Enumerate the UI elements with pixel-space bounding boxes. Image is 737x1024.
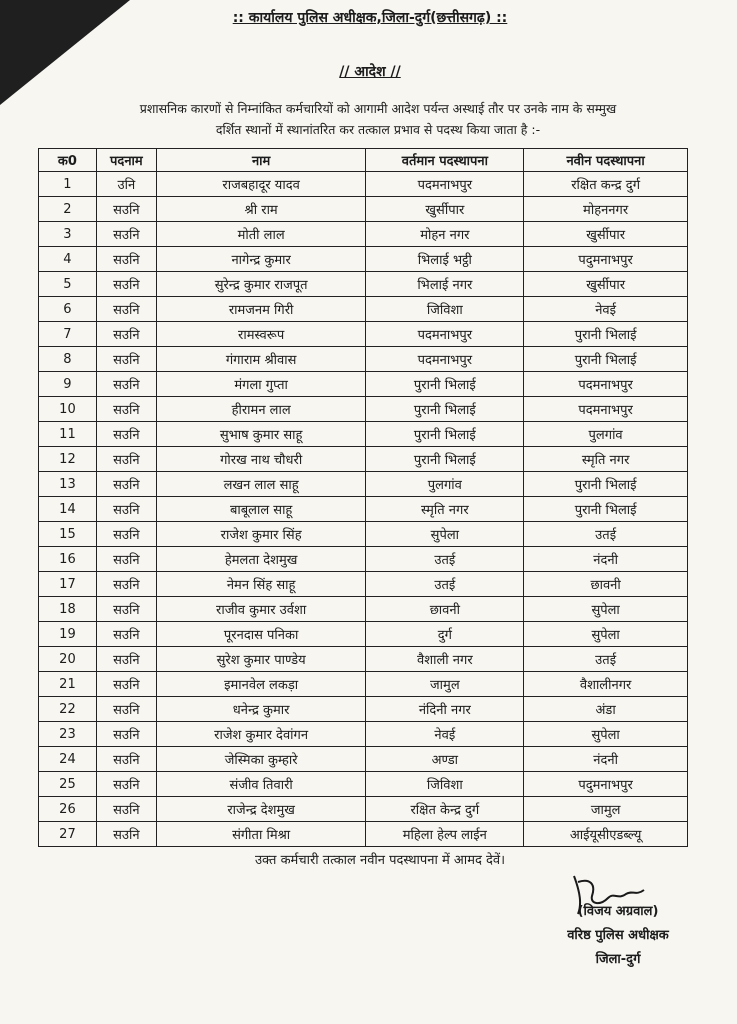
- table-row: [39, 547, 688, 572]
- table-row: [39, 222, 688, 247]
- cell-name: राजीव कुमार उर्वशा: [156, 597, 366, 622]
- cell-serial: 12: [39, 447, 97, 472]
- header-serial: क0: [39, 149, 97, 172]
- cell-rank: सउनि: [96, 447, 156, 472]
- cell-serial: 20: [39, 647, 97, 672]
- cell-name: लखन लाल साहू: [156, 472, 366, 497]
- cell-current-posting: पदमनाभपुर: [366, 172, 524, 197]
- cell-new-posting: स्मृति नगर: [524, 447, 688, 472]
- cell-name: जेस्मिका कुम्हारे: [156, 747, 366, 772]
- cell-current-posting: अण्डा: [366, 747, 524, 772]
- table-row: [39, 372, 688, 397]
- cell-serial: 10: [39, 397, 97, 422]
- cell-rank: सउनि: [96, 222, 156, 247]
- cell-current-posting: नेवई: [366, 722, 524, 747]
- cell-current-posting: छावनी: [366, 597, 524, 622]
- scan-shadow-corner: [0, 0, 130, 105]
- cell-serial: 23: [39, 722, 97, 747]
- cell-name: श्री राम: [156, 197, 366, 222]
- table-row: [39, 697, 688, 722]
- cell-rank: सउनि: [96, 372, 156, 397]
- cell-serial: 16: [39, 547, 97, 572]
- cell-serial: 18: [39, 597, 97, 622]
- table-row: [39, 322, 688, 347]
- cell-current-posting: जिविशा: [366, 297, 524, 322]
- cell-serial: 25: [39, 772, 97, 797]
- table-row: [39, 522, 688, 547]
- cell-rank: सउनि: [96, 722, 156, 747]
- cell-name: राजेश कुमार देवांगन: [156, 722, 366, 747]
- cell-rank: सउनि: [96, 647, 156, 672]
- cell-new-posting: अंडा: [524, 697, 688, 722]
- cell-new-posting: सुपेला: [524, 622, 688, 647]
- cell-rank: सउनि: [96, 547, 156, 572]
- table-row: [39, 497, 688, 522]
- cell-serial: 5: [39, 272, 97, 297]
- cell-rank: सउनि: [96, 472, 156, 497]
- table-row: [39, 672, 688, 697]
- cell-rank: सउनि: [96, 497, 156, 522]
- cell-current-posting: रक्षित केन्द्र दुर्ग: [366, 797, 524, 822]
- intro-line-2: दर्शित स्थानों में स्थानांतरित कर तत्काल प्रभाव से पदस्थ किया जाता है :-: [215, 122, 541, 137]
- header-current-posting: वर्तमान पदस्थापना: [366, 149, 524, 172]
- cell-name: गंगाराम श्रीवास: [156, 347, 366, 372]
- cell-rank: सउनि: [96, 322, 156, 347]
- table-row: [39, 247, 688, 272]
- cell-serial: 26: [39, 797, 97, 822]
- cell-new-posting: उतई: [524, 522, 688, 547]
- cell-new-posting: छावनी: [524, 572, 688, 597]
- cell-serial: 1: [39, 172, 97, 197]
- cell-current-posting: पुरानी भिलाई: [366, 422, 524, 447]
- cell-name: हेमलता देशमुख: [156, 547, 366, 572]
- cell-current-posting: नंदिनी नगर: [366, 697, 524, 722]
- cell-current-posting: पदमनाभपुर: [366, 347, 524, 372]
- cell-new-posting: पदमनाभपुर: [524, 372, 688, 397]
- cell-name: पूरनदास पनिका: [156, 622, 366, 647]
- cell-current-posting: पुलगांव: [366, 472, 524, 497]
- cell-name: धनेन्द्र कुमार: [156, 697, 366, 722]
- table-row: [39, 397, 688, 422]
- table-row: [39, 722, 688, 747]
- cell-rank: सउनि: [96, 197, 156, 222]
- cell-serial: 4: [39, 247, 97, 272]
- table-row: [39, 422, 688, 447]
- cell-current-posting: सुपेला: [366, 522, 524, 547]
- cell-name: सुभाष कुमार साहू: [156, 422, 366, 447]
- table-row: [39, 172, 688, 197]
- cell-name: बाबूलाल साहू: [156, 497, 366, 522]
- cell-current-posting: महिला हेल्प लाईन: [366, 822, 524, 847]
- cell-rank: सउनि: [96, 597, 156, 622]
- cell-new-posting: पुलगांव: [524, 422, 688, 447]
- cell-new-posting: नेवई: [524, 297, 688, 322]
- cell-serial: 21: [39, 672, 97, 697]
- cell-rank: सउनि: [96, 422, 156, 447]
- table-row: [39, 772, 688, 797]
- office-title: :: कार्यालय पुलिस अधीक्षक,जिला-दुर्ग(छत्तीसगढ़) ::: [232, 10, 508, 26]
- cell-name: गोरख नाथ चौधरी: [156, 447, 366, 472]
- cell-current-posting: जामुल: [366, 672, 524, 697]
- cell-rank: सउनि: [96, 797, 156, 822]
- cell-rank: सउनि: [96, 297, 156, 322]
- cell-new-posting: आईयूसीएडब्ल्यू: [524, 822, 688, 847]
- cell-rank: सउनि: [96, 247, 156, 272]
- cell-current-posting: पदमनाभपुर: [366, 322, 524, 347]
- cell-serial: 17: [39, 572, 97, 597]
- cell-new-posting: पुरानी भिलाई: [524, 472, 688, 497]
- cell-name: सुरेन्द्र कुमार राजपूत: [156, 272, 366, 297]
- cell-serial: 15: [39, 522, 97, 547]
- cell-name: राजेन्द्र देशमुख: [156, 797, 366, 822]
- cell-serial: 2: [39, 197, 97, 222]
- cell-rank: सउनि: [96, 622, 156, 647]
- cell-serial: 3: [39, 222, 97, 247]
- table-header-row: [39, 149, 688, 172]
- cell-current-posting: पुरानी भिलाई: [366, 447, 524, 472]
- cell-rank: सउनि: [96, 747, 156, 772]
- cell-name: मोती लाल: [156, 222, 366, 247]
- cell-serial: 6: [39, 297, 97, 322]
- cell-serial: 8: [39, 347, 97, 372]
- table-row: [39, 472, 688, 497]
- table-row: [39, 622, 688, 647]
- cell-current-posting: स्मृति नगर: [366, 497, 524, 522]
- cell-serial: 14: [39, 497, 97, 522]
- table-row: [39, 297, 688, 322]
- cell-new-posting: खुर्सीपार: [524, 272, 688, 297]
- cell-new-posting: नंदनी: [524, 547, 688, 572]
- cell-current-posting: खुर्सीपार: [366, 197, 524, 222]
- cell-new-posting: खुर्सीपार: [524, 222, 688, 247]
- cell-new-posting: सुपेला: [524, 722, 688, 747]
- cell-serial: 24: [39, 747, 97, 772]
- table-body: [39, 172, 688, 847]
- cell-current-posting: मोहन नगर: [366, 222, 524, 247]
- table-row: [39, 447, 688, 472]
- cell-new-posting: मोहननगर: [524, 197, 688, 222]
- signature-block: [528, 900, 708, 972]
- cell-name: नागेन्द्र कुमार: [156, 247, 366, 272]
- cell-name: संगीता मिश्रा: [156, 822, 366, 847]
- signatory-district: जिला-दुर्ग: [595, 952, 641, 967]
- cell-name: संजीव तिवारी: [156, 772, 366, 797]
- cell-rank: उनि: [96, 172, 156, 197]
- cell-serial: 7: [39, 322, 97, 347]
- cell-rank: सउनि: [96, 272, 156, 297]
- cell-new-posting: नंदनी: [524, 747, 688, 772]
- cell-serial: 27: [39, 822, 97, 847]
- header-name: नाम: [156, 149, 366, 172]
- cell-new-posting: वैशालीनगर: [524, 672, 688, 697]
- intro-line-1: प्रशासनिक कारणों से निम्नांकित कर्मचारियों को आगामी आदेश पर्यन्त अस्थाई तौर पर उनके नाम के सम्मुख: [139, 101, 617, 116]
- cell-current-posting: उतई: [366, 572, 524, 597]
- cell-rank: सउनि: [96, 522, 156, 547]
- table-row: [39, 822, 688, 847]
- cell-rank: सउनि: [96, 347, 156, 372]
- table-row: [39, 197, 688, 222]
- cell-name: राजबहादूर यादव: [156, 172, 366, 197]
- signatory-name: (विजय अग्रवाल): [577, 904, 659, 919]
- cell-name: हीरामन लाल: [156, 397, 366, 422]
- cell-new-posting: सुपेला: [524, 597, 688, 622]
- cell-new-posting: पुरानी भिलाई: [524, 322, 688, 347]
- table-row: [39, 572, 688, 597]
- cell-name: रामजनम गिरी: [156, 297, 366, 322]
- cell-current-posting: भिलाई नगर: [366, 272, 524, 297]
- cell-current-posting: उतई: [366, 547, 524, 572]
- cell-rank: सउनि: [96, 822, 156, 847]
- header-rank: पदनाम: [96, 149, 156, 172]
- cell-new-posting: पदमनाभपुर: [524, 397, 688, 422]
- cell-current-posting: पुरानी भिलाई: [366, 397, 524, 422]
- cell-new-posting: जामुल: [524, 797, 688, 822]
- table-row: [39, 747, 688, 772]
- table-row: [39, 272, 688, 297]
- table-row: [39, 797, 688, 822]
- table-row: [39, 647, 688, 672]
- cell-new-posting: रक्षित कन्द्र दुर्ग: [524, 172, 688, 197]
- cell-name: नेमन सिंह साहू: [156, 572, 366, 597]
- table-row: [39, 597, 688, 622]
- header-new-posting: नवीन पदस्थापना: [524, 149, 688, 172]
- cell-current-posting: जिविशा: [366, 772, 524, 797]
- cell-name: इमानवेल लकड़ा: [156, 672, 366, 697]
- cell-name: सुरेश कुमार पाण्डेय: [156, 647, 366, 672]
- cell-name: मंगला गुप्ता: [156, 372, 366, 397]
- signatory-designation: वरिष्ठ पुलिस अधीक्षक: [567, 928, 669, 943]
- cell-current-posting: पुरानी भिलाई: [366, 372, 524, 397]
- cell-rank: सउनि: [96, 697, 156, 722]
- cell-current-posting: भिलाई भट्ठी: [366, 247, 524, 272]
- cell-new-posting: उतई: [524, 647, 688, 672]
- cell-rank: सउनि: [96, 672, 156, 697]
- cell-current-posting: दुर्ग: [366, 622, 524, 647]
- transfer-table: [38, 148, 688, 847]
- cell-new-posting: पदुमनाभपुर: [524, 772, 688, 797]
- cell-new-posting: पुरानी भिलाई: [524, 347, 688, 372]
- cell-name: रामस्वरूप: [156, 322, 366, 347]
- order-title: // आदेश //: [339, 64, 401, 80]
- intro-paragraph: [58, 98, 698, 140]
- cell-current-posting: वैशाली नगर: [366, 647, 524, 672]
- cell-name: राजेश कुमार सिंह: [156, 522, 366, 547]
- cell-new-posting: पुरानी भिलाई: [524, 497, 688, 522]
- cell-rank: सउनि: [96, 772, 156, 797]
- cell-rank: सउनि: [96, 572, 156, 597]
- cell-rank: सउनि: [96, 397, 156, 422]
- cell-serial: 19: [39, 622, 97, 647]
- cell-serial: 9: [39, 372, 97, 397]
- cell-serial: 22: [39, 697, 97, 722]
- cell-new-posting: पदुमनाभपुर: [524, 247, 688, 272]
- cell-serial: 13: [39, 472, 97, 497]
- table-row: [39, 347, 688, 372]
- closing-instruction: उक्त कर्मचारी तत्काल नवीन पदस्थापना में आमद देवें।: [254, 853, 506, 868]
- cell-serial: 11: [39, 422, 97, 447]
